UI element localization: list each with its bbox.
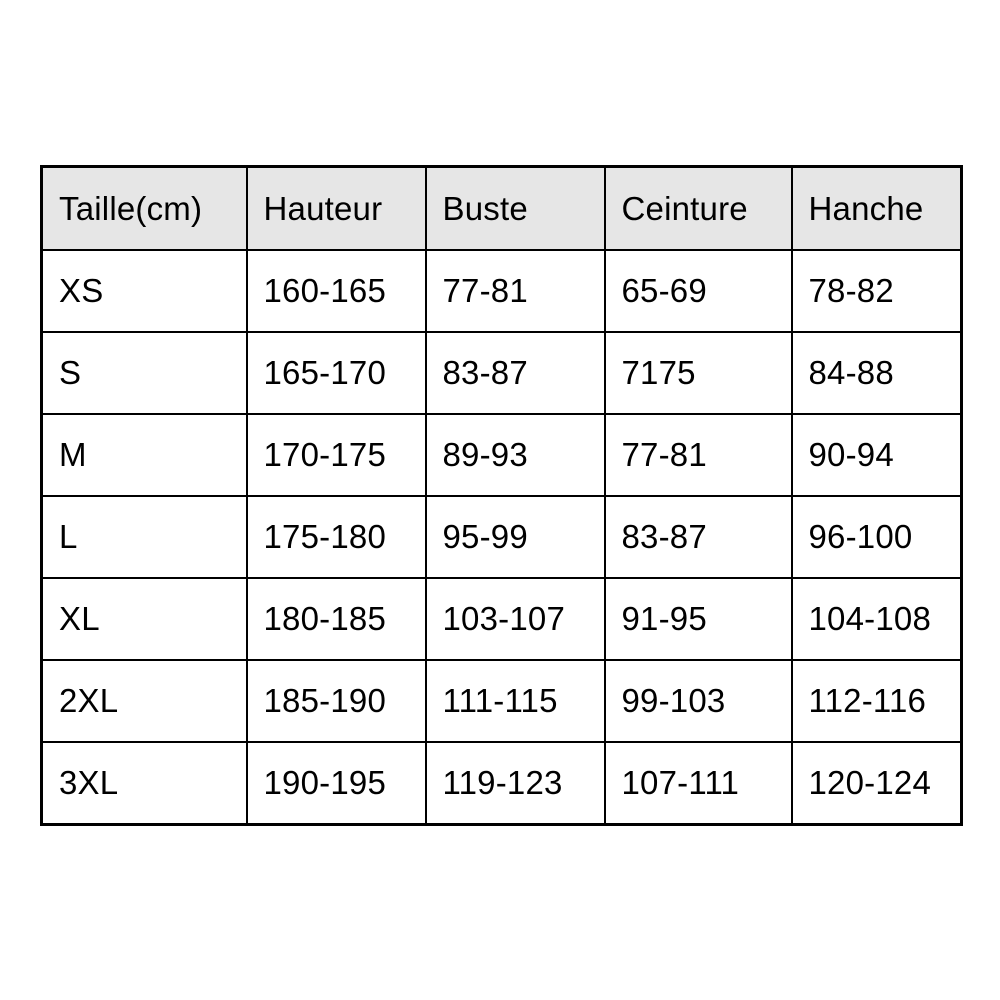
table-cell: 77-81 [426,250,605,332]
table-cell: 180-185 [247,578,426,660]
table-cell: 84-88 [792,332,962,414]
header-cell-hauteur: Hauteur [247,167,426,251]
table-cell: 90-94 [792,414,962,496]
table-cell: 89-93 [426,414,605,496]
table-cell: 65-69 [605,250,792,332]
table-cell: 91-95 [605,578,792,660]
table-cell: 95-99 [426,496,605,578]
table-cell: 7175 [605,332,792,414]
table-cell: 119-123 [426,742,605,825]
table-cell: 78-82 [792,250,962,332]
table-cell: 111-115 [426,660,605,742]
table-cell: 112-116 [792,660,962,742]
size-chart-table [40,165,963,826]
table-cell: 170-175 [247,414,426,496]
table-row-s [42,332,962,414]
header-cell-ceinture: Ceinture [605,167,792,251]
size-label: XL [42,578,247,660]
table-cell: 103-107 [426,578,605,660]
table-cell: 83-87 [426,332,605,414]
table-row-3xl [42,742,962,825]
size-label: 3XL [42,742,247,825]
table-cell: 83-87 [605,496,792,578]
size-label: L [42,496,247,578]
size-label: M [42,414,247,496]
table-row-2xl [42,660,962,742]
table-cell: 165-170 [247,332,426,414]
table-cell: 104-108 [792,578,962,660]
table-row-xl [42,578,962,660]
size-label: XS [42,250,247,332]
table-cell: 175-180 [247,496,426,578]
header-cell-buste: Buste [426,167,605,251]
header-cell-hanche: Hanche [792,167,962,251]
size-label: S [42,332,247,414]
table-cell: 160-165 [247,250,426,332]
table-cell: 96-100 [792,496,962,578]
table-cell: 190-195 [247,742,426,825]
table-cell: 185-190 [247,660,426,742]
table-cell: 120-124 [792,742,962,825]
table-cell: 99-103 [605,660,792,742]
table-header-row [42,167,962,251]
table-row-l [42,496,962,578]
table-cell: 107-111 [605,742,792,825]
table-row-xs [42,250,962,332]
size-label: 2XL [42,660,247,742]
table-cell: 77-81 [605,414,792,496]
header-cell-taille: Taille(cm) [42,167,247,251]
table-row-m [42,414,962,496]
